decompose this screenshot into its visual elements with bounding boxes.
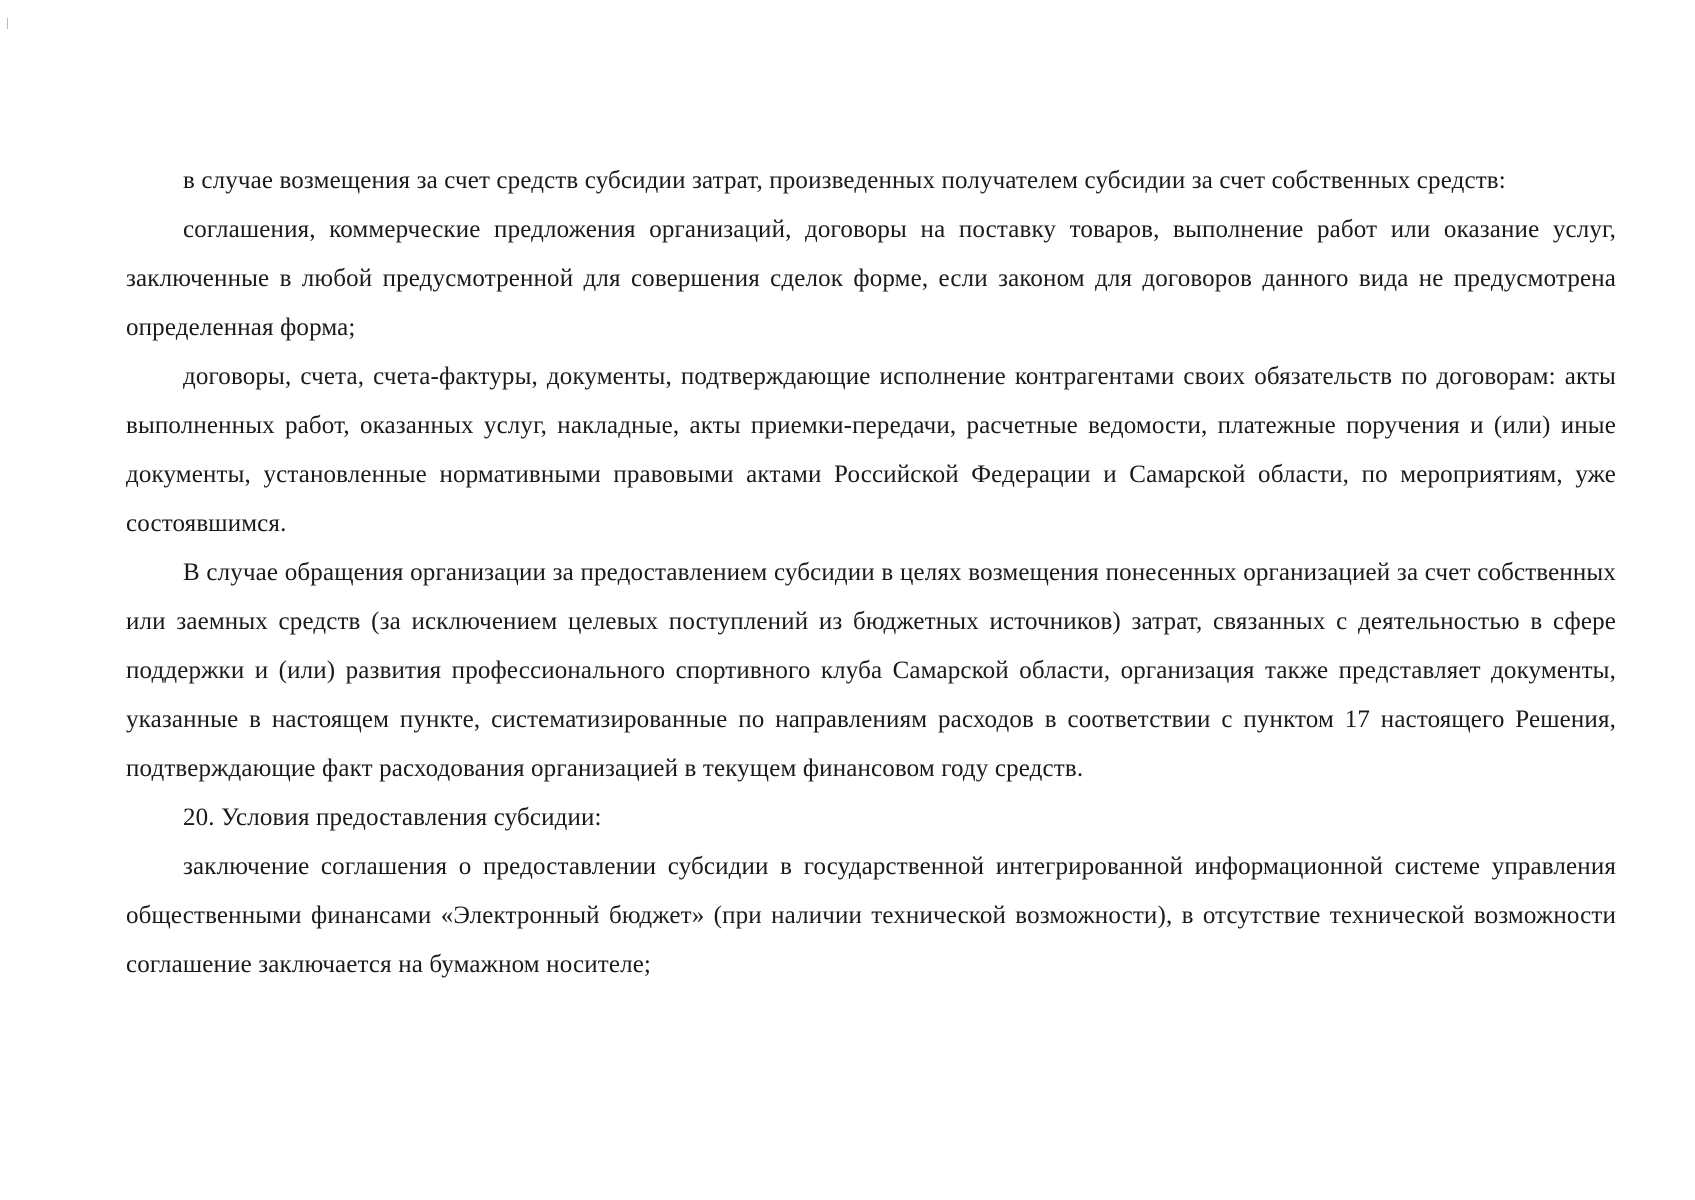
paragraph-organization-request: В случае обращения организации за предоставлением субсидии в целях возмещения понесенных организацией за счет собственных или заемных средств (за исключением целевых поступлений из бюджетных источников) затрат, связанных с деятельностью в сфере поддержки и (или) развития профессионального спортивного клуба Самарской области, организация также представляет документы, указанные в настоящем пункте, систематизированные по направлениям расходов в соответствии с пунктом 17 настоящего Решения, подтверждающие факт расходования организацией в текущем финансовом году средств.	[126, 559, 1616, 782]
paragraph-agreements: соглашения, коммерческие предложения организаций, договоры на поставку товаров, выполнение работ или оказание услуг, заключенные в любой предусмотренной для совершения сделок форме, если законом для договоров данного вида не предусмотрена определенная форма;	[126, 216, 1616, 341]
paragraph-electronic-budget: заключение соглашения о предоставлении субсидии в государственной интегрированной информационной системе управления общественными финансами «Электронный бюджет» (при наличии технической возможности), в отсутствие технической возможности соглашение заключается на бумажном носителе;	[126, 853, 1616, 978]
paragraph-reimbursement-case: в случае возмещения за счет средств субсидии затрат, произведенных получателем субсидии за счет собственных средств:	[183, 167, 1506, 194]
paragraph-contracts-invoices: договоры, счета, счета-фактуры, документы, подтверждающие исполнение контрагентами своих обязательств по договорам: акты выполненных работ, оказанных услуг, накладные, акты приемки-передачи, расчетные ведомости, платежные поручения и (или) иные документы, установленные нормативными правовыми актами Российской Федерации и Самарской области, по мероприятиям, уже состоявшимся.	[126, 363, 1616, 537]
document-body	[126, 156, 1616, 989]
paragraph-section-20-heading: 20. Условия предоставления субсидии:	[183, 804, 602, 831]
scan-artifact-mark	[7, 18, 8, 29]
